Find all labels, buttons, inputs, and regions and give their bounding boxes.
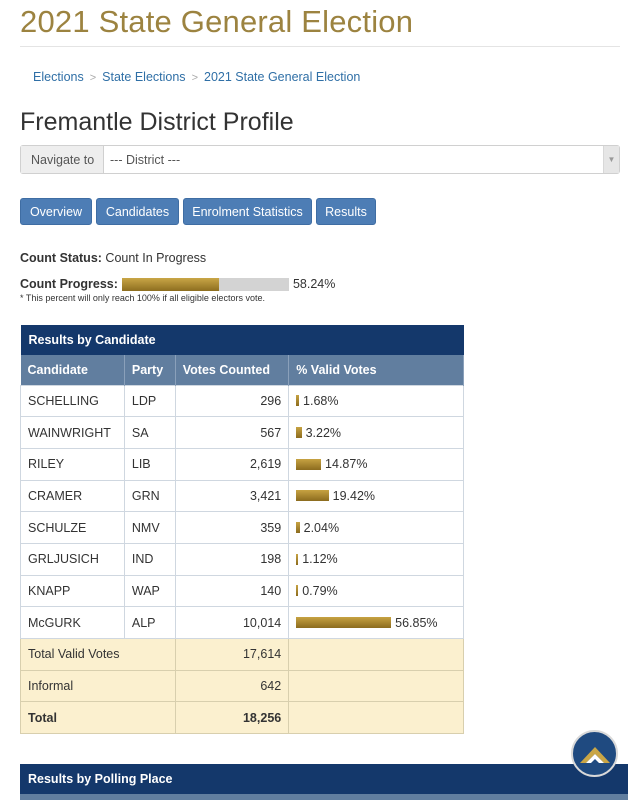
candidate-votes: 198 bbox=[175, 543, 288, 575]
profile-tabs bbox=[20, 198, 376, 225]
district-select[interactable] bbox=[104, 146, 619, 173]
total-empty-cell bbox=[289, 670, 464, 702]
column-header-party: Party bbox=[124, 355, 175, 385]
candidate-name: KNAPP bbox=[21, 575, 125, 607]
count-status-value: Count In Progress bbox=[105, 251, 207, 265]
candidate-pct-cell bbox=[289, 575, 464, 607]
candidate-party: SA bbox=[124, 417, 175, 449]
page-title: Fremantle District Profile bbox=[20, 108, 294, 136]
candidate-name: WAINWRIGHT bbox=[21, 417, 125, 449]
results-by-candidate-table bbox=[20, 325, 464, 734]
candidate-votes: 359 bbox=[175, 512, 288, 544]
candidate-party: IND bbox=[124, 543, 175, 575]
table-row bbox=[21, 543, 464, 575]
candidate-party: LIB bbox=[124, 448, 175, 480]
count-progress-fill bbox=[122, 278, 219, 291]
candidate-name: SCHULZE bbox=[21, 512, 125, 544]
candidate-votes: 10,014 bbox=[175, 607, 288, 639]
chevron-down-icon[interactable]: ▼ bbox=[603, 146, 619, 173]
total-value: 18,256 bbox=[175, 702, 288, 734]
candidate-pct: 2.04% bbox=[303, 520, 340, 535]
table-row bbox=[21, 480, 464, 512]
navigate-to-group bbox=[20, 145, 620, 174]
table-row bbox=[21, 417, 464, 449]
candidate-pct-cell bbox=[289, 607, 464, 639]
pct-bar bbox=[296, 554, 298, 565]
pct-bar bbox=[296, 459, 321, 470]
total-label: Total bbox=[21, 702, 176, 734]
candidate-pct-cell bbox=[289, 385, 464, 417]
candidate-votes: 140 bbox=[175, 575, 288, 607]
scroll-to-top-button[interactable] bbox=[571, 730, 618, 777]
candidate-party: GRN bbox=[124, 480, 175, 512]
count-status bbox=[20, 251, 206, 265]
total-value: 17,614 bbox=[175, 639, 288, 671]
pct-bar bbox=[296, 427, 301, 438]
tab-results[interactable]: Results bbox=[316, 198, 376, 225]
pct-bar bbox=[296, 395, 299, 406]
candidate-party: LDP bbox=[124, 385, 175, 417]
pct-bar bbox=[296, 490, 328, 501]
count-progress-bar bbox=[122, 278, 289, 291]
grand-total-row bbox=[21, 702, 464, 734]
total-label: Total Valid Votes bbox=[21, 639, 176, 671]
candidate-pct: 56.85% bbox=[395, 615, 438, 630]
tab-overview[interactable]: Overview bbox=[20, 198, 92, 225]
total-empty-cell bbox=[289, 702, 464, 734]
navigate-to-label: Navigate to bbox=[21, 146, 104, 173]
candidate-votes: 296 bbox=[175, 385, 288, 417]
candidate-name: GRLJUSICH bbox=[21, 543, 125, 575]
total-value: 642 bbox=[175, 670, 288, 702]
column-header-candidate: Candidate bbox=[21, 355, 125, 385]
candidate-pct-cell bbox=[289, 448, 464, 480]
district-select-value: --- District --- bbox=[110, 152, 181, 167]
chevron-up-icon bbox=[578, 743, 612, 765]
candidate-pct: 3.22% bbox=[305, 425, 342, 440]
table-row bbox=[21, 512, 464, 544]
candidate-pct-cell bbox=[289, 480, 464, 512]
tab-candidates[interactable]: Candidates bbox=[96, 198, 179, 225]
total-valid-votes-row bbox=[21, 639, 464, 671]
site-title: 2021 State General Election bbox=[20, 4, 414, 39]
breadcrumb bbox=[33, 70, 360, 84]
candidate-pct: 1.12% bbox=[302, 552, 338, 567]
candidate-pct: 19.42% bbox=[332, 488, 376, 503]
results-table-caption: Results by Candidate bbox=[21, 325, 464, 355]
candidate-votes: 567 bbox=[175, 417, 288, 449]
candidate-votes: 2,619 bbox=[175, 448, 288, 480]
table-row bbox=[21, 385, 464, 417]
column-header-valid-votes: % Valid Votes bbox=[289, 355, 464, 385]
candidate-name: McGURK bbox=[21, 607, 125, 639]
title-divider bbox=[20, 46, 620, 47]
candidate-pct-cell bbox=[289, 417, 464, 449]
polling-table-header bbox=[20, 794, 628, 800]
candidate-pct: 0.79% bbox=[302, 583, 338, 598]
breadcrumb-2021-state-general-election[interactable]: 2021 State General Election bbox=[204, 70, 361, 84]
count-progress-label: Count Progress: bbox=[20, 277, 118, 291]
count-progress-value: 58.24% bbox=[292, 277, 336, 291]
candidate-party: WAP bbox=[124, 575, 175, 607]
table-row bbox=[21, 607, 464, 639]
pct-bar bbox=[296, 522, 299, 533]
breadcrumb-separator: > bbox=[191, 72, 198, 84]
count-progress bbox=[20, 277, 335, 291]
candidate-pct-cell bbox=[289, 543, 464, 575]
table-row bbox=[21, 575, 464, 607]
count-status-label: Count Status: bbox=[20, 251, 102, 265]
pct-bar bbox=[296, 585, 298, 596]
candidate-name: SCHELLING bbox=[21, 385, 125, 417]
column-header-votes-counted: Votes Counted bbox=[175, 355, 288, 385]
candidate-pct: 14.87% bbox=[325, 457, 368, 472]
table-row bbox=[21, 448, 464, 480]
candidate-votes: 3,421 bbox=[175, 480, 288, 512]
results-by-polling-place-caption: Results by Polling Place bbox=[20, 764, 628, 794]
candidate-pct: 1.68% bbox=[303, 393, 339, 408]
candidate-name: CRAMER bbox=[21, 480, 125, 512]
breadcrumb-separator: > bbox=[89, 72, 97, 84]
total-empty-cell bbox=[289, 639, 464, 671]
candidate-party: ALP bbox=[124, 607, 175, 639]
informal-row bbox=[21, 670, 464, 702]
candidate-pct-cell bbox=[289, 512, 464, 544]
tab-enrolment-statistics[interactable]: Enrolment Statistics bbox=[183, 198, 312, 225]
count-progress-note: * This percent will only reach 100% if all eligible electors vote. bbox=[20, 293, 265, 303]
breadcrumb-elections[interactable]: Elections bbox=[33, 70, 84, 84]
candidate-name: RILEY bbox=[21, 448, 125, 480]
pct-bar bbox=[296, 617, 391, 628]
breadcrumb-state-elections[interactable]: State Elections bbox=[102, 70, 186, 84]
candidate-party: NMV bbox=[124, 512, 175, 544]
total-label: Informal bbox=[21, 670, 176, 702]
